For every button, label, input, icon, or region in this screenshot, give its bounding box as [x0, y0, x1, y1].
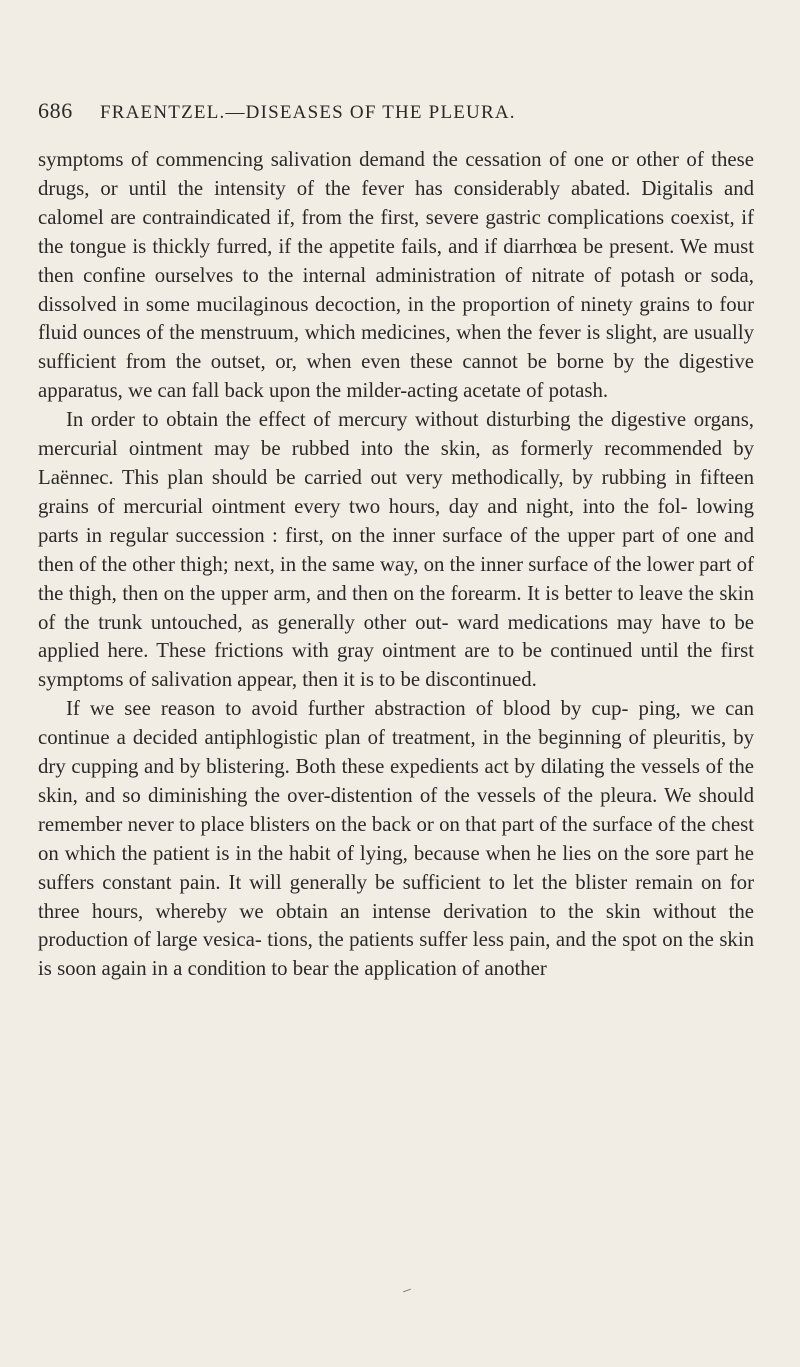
body-text	[38, 146, 754, 984]
running-title: FRAENTZEL.—DISEASES OF THE PLEURA.	[100, 102, 516, 123]
page-number: 686	[38, 98, 73, 123]
paragraph-continued: symptoms of commencing salivation demand the cessation of one or other of these drugs, or until the intensity of the fever has considerably abated. Digitalis and calomel are contraindicated if, from the first, severe gastric complications coexist, if the tongue is thickly furred, if the appetite fails, and if diarrhœa be present. We must then confine ourselves to the internal administration of nitrate of potash or soda, dissolved in some mucilaginous decoction, in the proportion of ninety grains to four fluid ounces of the menstruum, which medicines, when the fever is slight, are usually sufficient from the outset, or, when even these cannot be borne by the digestive apparatus, we can fall back upon the milder-acting acetate of potash.	[38, 148, 754, 403]
paragraph-mercurial-ointment: In order to obtain the effect of mercury without disturbing the digestive organs, mercurial ointment may be rubbed into the skin, as formerly recommended by Laënnec. This plan should be carried out very methodically, by rubbing in fifteen grains of mercurial ointment every two hours, day and night, into the fol- lowing parts in regular succession : first, on the inner surface of the upper part of one and then of the other thigh; next, in the same way, on the inner surface of the lower part of the thigh, then on the upper arm, and then on the forearm. It is better to leave the skin of the trunk untouched, as generally other out- ward medications may have to be applied here. These frictions with gray ointment are to be continued until the first symptoms of salivation appear, then it is to be discontinued.	[38, 408, 754, 692]
printer-mark	[403, 1289, 411, 1293]
paragraph-blistering: If we see reason to avoid further abstraction of blood by cup- ping, we can continue a decided antiphlogistic plan of treatment, in the beginning of pleuritis, by dry cupping and by blistering. Both these expedients act by dilating the vessels of the skin, and so diminishing the over-distention of the vessels of the pleura. We should remember never to place blisters on the back or on that part of the surface of the chest on which the patient is in the habit of lying, because when he lies on the sore part he suffers constant pain. It will generally be sufficient to let the blister remain on for three hours, whereby we obtain an intense derivation to the skin without the production of large vesica- tions, the patients suffer less pain, and the spot on the skin is soon again in a condition to bear the application of another	[38, 697, 754, 981]
running-head	[38, 98, 754, 138]
